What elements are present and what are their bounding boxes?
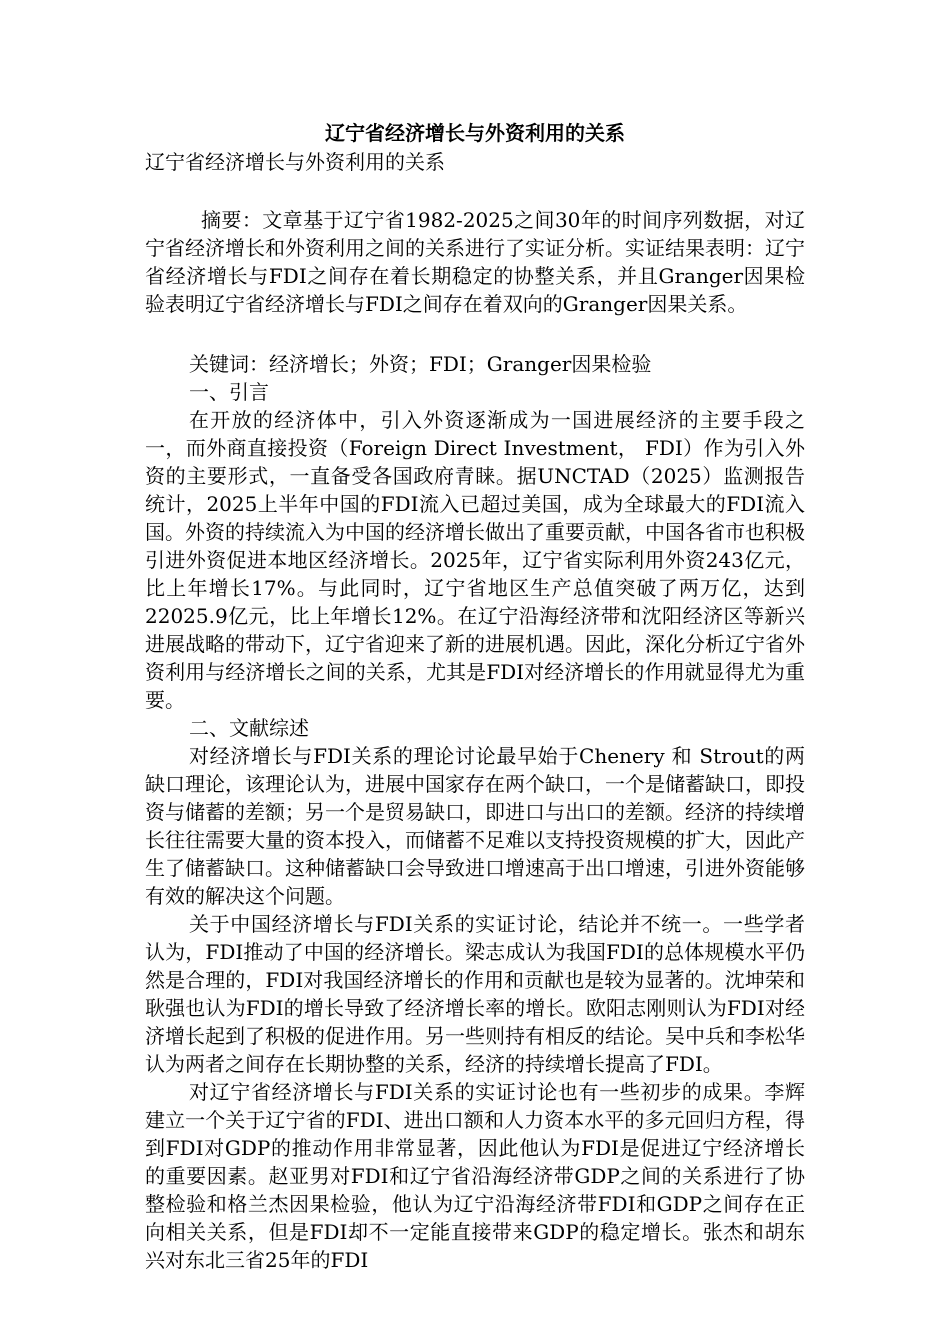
keywords-line: 关键词：经济增长；外资；FDI；Granger因果检验	[189, 352, 652, 376]
document-page	[145, 118, 805, 1274]
document-title: 辽宁省经济增长与外资利用的关系	[325, 121, 625, 145]
abstract-paragraph: 摘要：文章基于辽宁省1982-2025之间30年的时间序列数据，对辽宁省经济增长和外资利用之间的关系进行了实证分析。实证结果表明：辽宁省经济增长与FDI之间存在着长期稳定的协整关系，并且Granger因果检验表明辽宁省经济增长与FDI之间存在着双向的Granger因果关系。	[145, 208, 805, 316]
section-heading-introduction: 一、引言	[189, 380, 269, 404]
document-subtitle: 辽宁省经济增长与外资利用的关系	[145, 150, 445, 174]
literature-paragraph-2: 关于中国经济增长与FDI关系的实证讨论，结论并不统一。一些学者认为，FDI推动了中国的经济增长。梁志成认为我国FDI的总体规模水平仍然是合理的，FDI对我国经济增长的作用和贡献也是较为显著的。沈坤荣和耿强也认为FDI的增长导致了经济增长率的增长。欧阳志刚则认为FDI对经济增长起到了积极的促进作用。另一些则持有相反的结论。吴中兵和李松华认为两者之间存在长期协整的关系，经济的持续增长提高了FDI。	[145, 912, 805, 1076]
literature-paragraph-1: 对经济增长与FDI关系的理论讨论最早始于Chenery 和 Strout的两缺口理论，该理论认为，进展中国家存在两个缺口，一个是储蓄缺口，即投资与储蓄的差额；另一个是贸易缺口，即进口与出口的差额。经济的持续增长往往需要大量的资本投入，而储蓄不足难以支持投资规模的扩大，因此产生了储蓄缺口。这种储蓄缺口会导致进口增速高于出口增速，引进外资能够有效的解决这个问题。	[145, 744, 805, 908]
literature-paragraph-3: 对辽宁省经济增长与FDI关系的实证讨论也有一些初步的成果。李辉建立一个关于辽宁省的FDI、进出口额和人力资本水平的多元回归方程，得到FDI对GDP的推动作用非常显著，因此他认为FDI是促进辽宁经济增长的重要因素。赵亚男对FDI和辽宁省沿海经济带GDP之间的关系进行了协整检验和格兰杰因果检验，他认为辽宁沿海经济带FDI和GDP之间存在正向相关关系，但是FDI却不一定能直接带来GDP的稳定增长。张杰和胡东兴对东北三省25年的FDI	[145, 1080, 805, 1272]
section-heading-literature-review: 二、文献综述	[189, 716, 309, 740]
introduction-paragraph: 在开放的经济体中，引入外资逐渐成为一国进展经济的主要手段之一，而外商直接投资（Foreign Direct Investment， FDI）作为引入外资的主要形式，一直备受各国政府青睐。据UNCTAD（2025）监测报告统计，2025上半年中国的FDI流入已超过美国，成为全球最大的FDI流入国。外资的持续流入为中国的经济增长做出了重要贡献，中国各省市也积极引进外资促进本地区经济增长。2025年，辽宁省实际利用外资243亿元，比上年增长17%。与此同时，辽宁省地区生产总值突破了两万亿，达到22025.9亿元，比上年增长12%。在辽宁沿海经济带和沈阳经济区等新兴进展战略的带动下，辽宁省迎来了新的进展机遇。因此，深化分析辽宁省外资利用与经济增长之间的关系，尤其是FDI对经济增长的作用就显得尤为重要。	[145, 408, 805, 712]
